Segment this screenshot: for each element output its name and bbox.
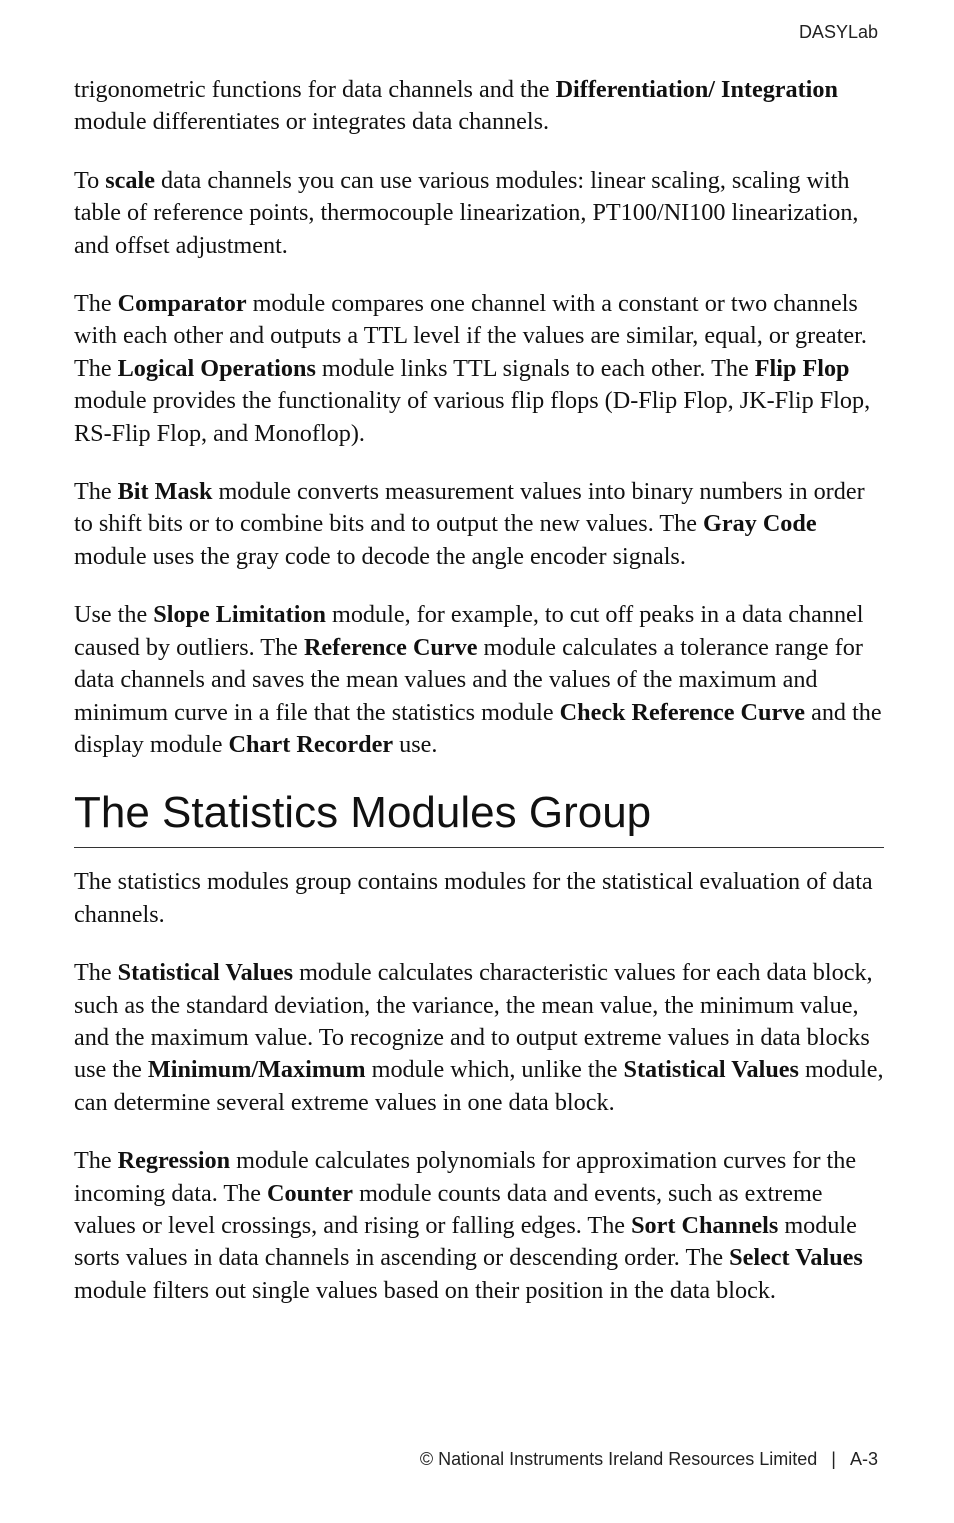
- paragraph-text: module differentiates or integrates data channels.: [74, 108, 550, 136]
- paragraph-text: module which, unlike the: [365, 1056, 624, 1084]
- paragraph-text: module sorts values in data channels in ascending or descending order. The: [74, 1211, 857, 1272]
- section-heading: The Statistics Modules Group: [74, 787, 884, 848]
- paragraph-text: The: [74, 1147, 118, 1175]
- module-name: Comparator: [117, 290, 247, 318]
- module-name: Regression: [117, 1147, 231, 1175]
- page-body: [74, 74, 884, 1333]
- section-paragraphs: [74, 866, 884, 1307]
- paragraph-text: use.: [393, 730, 438, 758]
- module-name: Logical Operations: [117, 354, 316, 382]
- paragraph-text: module calculates characteristic values for each data block, such as the standard deviation, the variance, the mean value, the minimum value, and the maximum value. To recognize and to output extreme values in data blocks use the: [74, 959, 873, 1084]
- paragraph-text: To: [74, 166, 106, 194]
- module-name: Slope Limitation: [153, 601, 326, 629]
- paragraph-text: module links TTL signals to each other. The: [315, 354, 755, 382]
- paragraph-text: data channels you can use various modules: linear scaling, scaling with table of reference points, thermocouple linearization, PT100/NI100 linearization, and offset adjustment.: [74, 166, 859, 259]
- module-name: Differentiation/ Integration: [555, 76, 838, 103]
- module-name: Select Values: [729, 1244, 863, 1272]
- paragraph-text: The statistics modules group contains modules for the statistical evaluation of data channels.: [74, 868, 873, 928]
- paragraph-text: The: [74, 290, 118, 318]
- footer-separator: |: [831, 1449, 836, 1469]
- paragraph: [74, 165, 884, 262]
- page-footer: [420, 1449, 878, 1470]
- paragraph: [74, 866, 884, 931]
- module-name: Check Reference Curve: [559, 698, 806, 726]
- paragraph: [74, 476, 884, 573]
- paragraph-text: module, can determine several extreme values in one data block.: [74, 1056, 884, 1116]
- module-name: Chart Recorder: [228, 730, 394, 758]
- footer-copyright: © National Instruments Ireland Resources Limited: [419, 1449, 818, 1469]
- paragraph-text: module compares one channel with a constant or two channels with each other and outputs a TTL level if the values are similar, equal, or greater. The: [74, 290, 867, 382]
- paragraph: [74, 288, 884, 450]
- paragraph-text: The: [74, 959, 118, 987]
- module-name: Statistical Values: [117, 959, 294, 987]
- module-name: Flip Flop: [754, 354, 850, 382]
- module-name: Sort Channels: [631, 1211, 779, 1239]
- paragraph-text: The: [74, 478, 118, 506]
- module-name: Counter: [267, 1179, 354, 1207]
- module-name: Statistical Values: [623, 1056, 799, 1084]
- paragraph-text: module, for example, to cut off peaks in a data channel caused by outliers. The: [74, 601, 864, 661]
- paragraph-text: module uses the gray code to decode the angle encoder signals.: [74, 542, 686, 570]
- paragraph-text: module provides the functionality of various flip flops (D-Flip Flop, JK-Flip Flop, RS-Flip Flop, and Monoflop).: [74, 387, 871, 447]
- paragraph-text: module filters out single values based on their position in the data block.: [74, 1276, 776, 1304]
- module-name: Bit Mask: [117, 478, 213, 506]
- paragraph: [74, 957, 884, 1119]
- paragraph: [74, 1145, 884, 1307]
- paragraph-text: Use the: [74, 601, 154, 629]
- intro-paragraphs: [74, 74, 884, 761]
- module-name: Reference Curve: [303, 633, 478, 661]
- paragraph-text: and the display module: [74, 698, 882, 758]
- paragraph-text: module calculates a tolerance range for data channels and saves the mean values and the values of the maximum and minimum curve in a file that the statistics module: [74, 633, 863, 726]
- paragraph-text: module converts measurement values into binary numbers in order to shift bits or to combine bits and to output the new values. The: [74, 478, 865, 538]
- paragraph: [74, 599, 884, 761]
- running-header: [799, 22, 878, 43]
- paragraph: [74, 74, 884, 139]
- paragraph-text: module counts data and events, such as extreme values or level crossings, and rising or falling edges. The: [74, 1179, 823, 1239]
- module-name: Minimum/Maximum: [147, 1056, 366, 1084]
- module-name: Gray Code: [703, 510, 817, 538]
- module-name: scale: [105, 166, 155, 194]
- page-number: A-3: [849, 1449, 878, 1469]
- header-product-name: DASYLab: [798, 22, 878, 42]
- paragraph-text: trigonometric functions for data channels and the: [74, 76, 556, 103]
- paragraph-text: module calculates polynomials for approximation curves for the incoming data. The: [74, 1147, 857, 1207]
